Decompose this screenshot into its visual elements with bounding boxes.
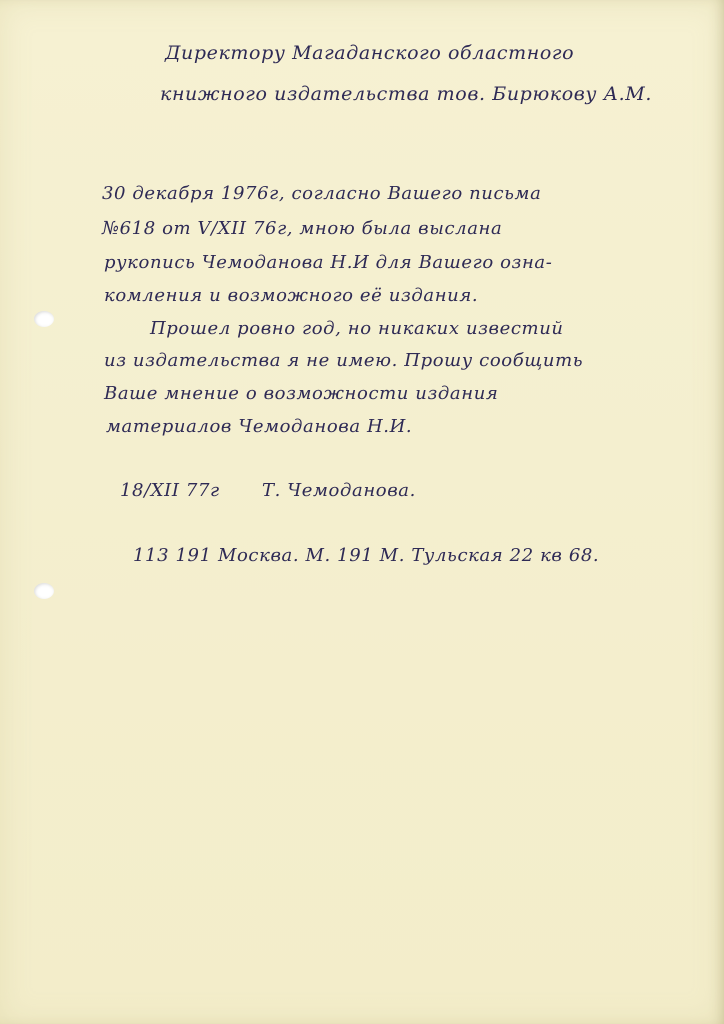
body-line: из издательства я не имею. Прошу сообщить <box>104 350 584 371</box>
body-line: материалов Чемоданова Н.И. <box>106 416 413 437</box>
addressee-line: книжного издательства тов. Бирюкову А.М. <box>160 83 652 105</box>
body-line: №618 от V/XII 76г, мною была выслана <box>102 218 503 239</box>
body-line: комления и возможного её издания. <box>104 285 479 306</box>
letter-date: 18/XII 77г <box>120 480 220 501</box>
punch-hole <box>34 583 54 599</box>
addressee-line: Директору Магаданского областного <box>165 42 575 64</box>
body-line: Прошел ровно год, но никаких известий <box>150 318 564 339</box>
punch-hole <box>34 311 54 327</box>
body-line: 30 декабря 1976г, согласно Вашего письма <box>102 183 542 204</box>
signature: Т. Чемоданова. <box>262 480 416 501</box>
body-line: рукопись Чемоданова Н.И для Вашего озна- <box>104 252 553 273</box>
body-line: Ваше мнение о возможности издания <box>104 383 499 404</box>
sender-address: 113 191 Москва. М. 191 М. Тульская 22 кв 68. <box>133 545 600 566</box>
